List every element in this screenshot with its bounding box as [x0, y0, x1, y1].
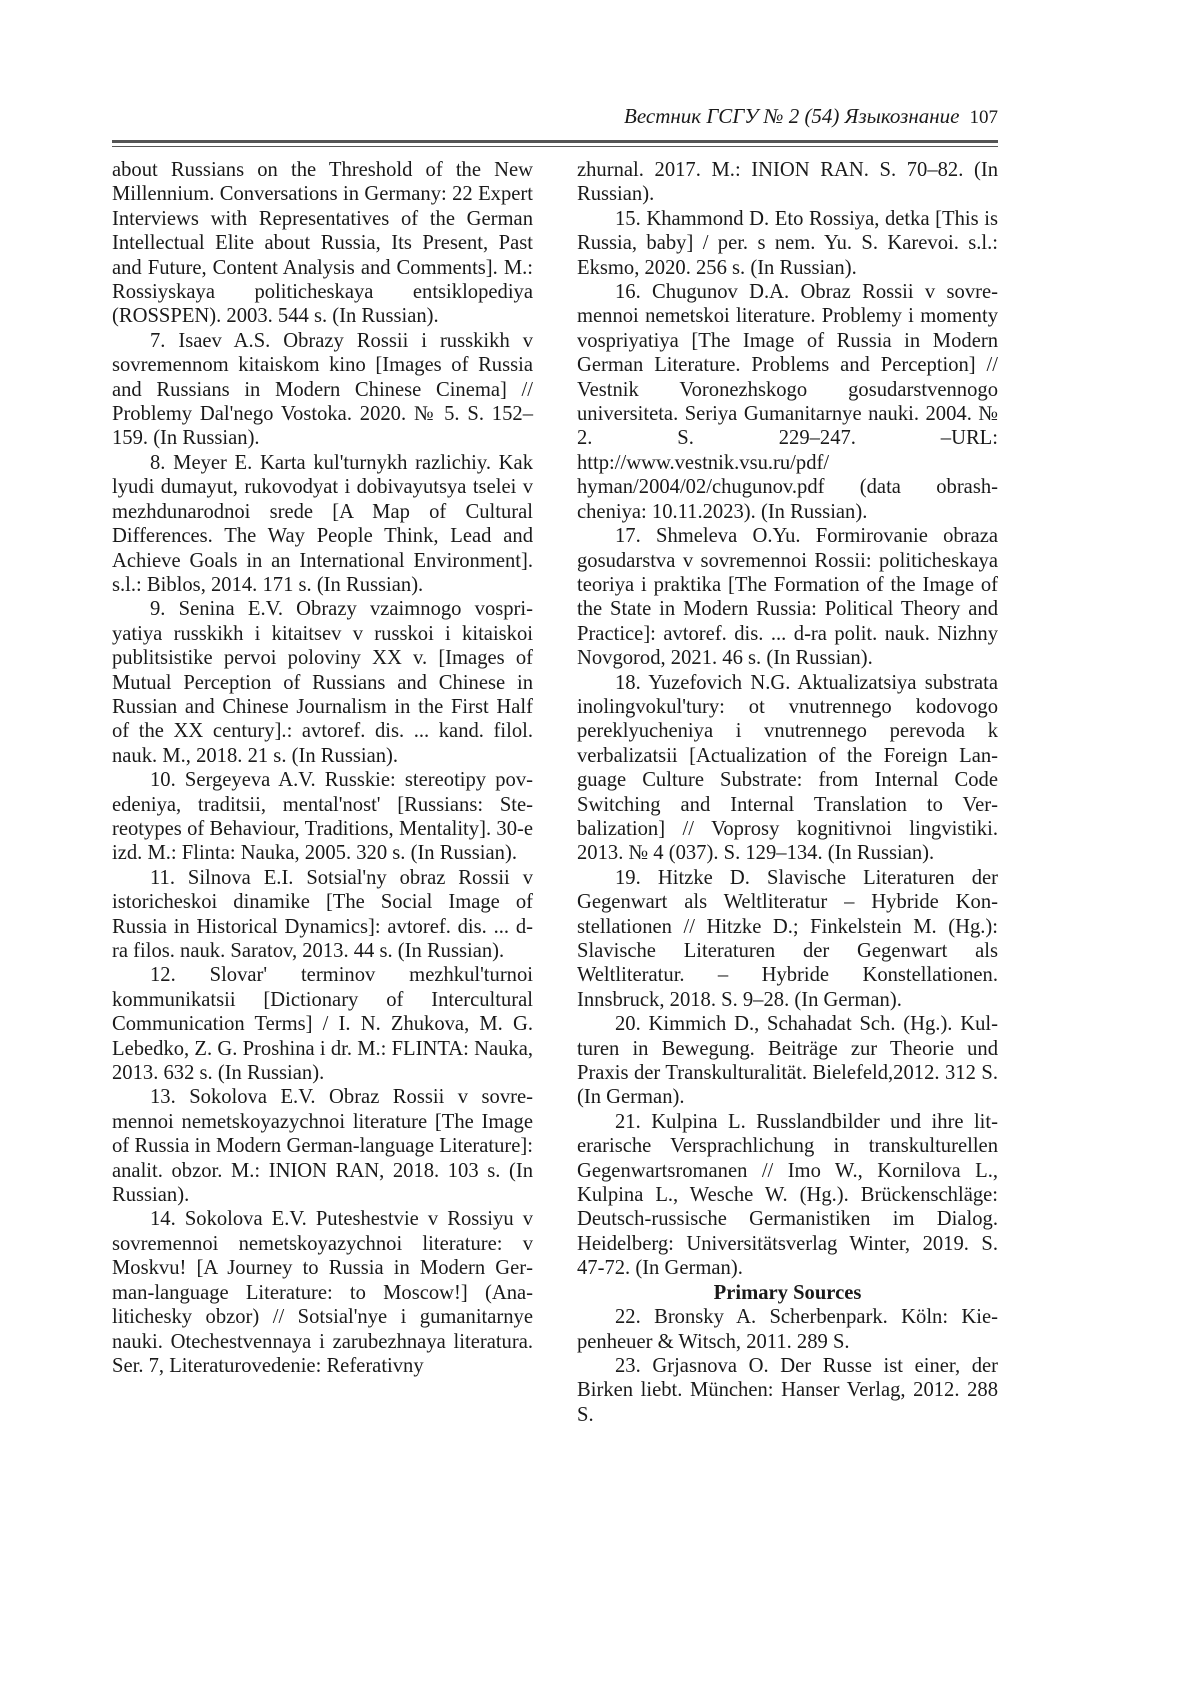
- journal-title: Вестник ГСГУ № 2 (54) Языкознание: [624, 104, 959, 128]
- reference-item: 7. Isaev A.S. Obrazy Rossii i russkikh v sovremennom kitaiskom kino [Images of Rus­sia and Russians in Modern Chinese Cinema] // Problemy Dal'nego Vostoka. 2020. № 5. S. 152–159. (In Russian).: [112, 329, 533, 451]
- reference-item: 20. Kimmich D., Schahadat Sch. (Hg.). Kul­turen in Bewegung. Beiträge zur Theorie und Praxis der Transkulturalität. Bielefeld,2012. 312 S. (In German).: [577, 1012, 998, 1110]
- reference-item: 14. Sokolova E.V. Puteshestvie v Rossiyu v sovremennoi nemetskoyazychnoi literature: v Moskvu! [A Journey to Russia in Modern Ger­man-language Literature: to Moscow!] (Ana­litichesky obzor) // Sotsial'nye i gumanitarnye nauki. Otechestvennaya i zarubezhnaya liter­atura. Ser. 7, Literaturovedenie: Referativny: [112, 1207, 533, 1378]
- reference-item: 17. Shmeleva O.Yu. Formirovanie obraza gosudarstva v sovremennoi Rossii: politich­eskaya teoriya i praktika [The Formation of the Image of the State in Modern Russia: Political Theory and Practice]: avtoref. dis. ... d-ra polit. nauk. Nizhny Novgorod, 2021. 46 s. (In Rus­sian).: [577, 524, 998, 670]
- reference-item: 13. Sokolova E.V. Obraz Rossii v sovre­mennoi nemetskoyazychnoi literature [The Image of Russia in Modern German-language Literature]: analit. obzor. M.: INION RAN, 2018. 103 s. (In Russian).: [112, 1085, 533, 1207]
- reference-item: 23. Grjasnova O. Der Russe ist einer, der Birken liebt. München: Hanser Verlag, 2012. 288 S.: [577, 1354, 998, 1427]
- reference-item: 12. Slovar' terminov mezhkul'turnoi kommunikatsii [Dictionary of Intercultural Communication Terms] / I. N. Zhukova, M. G. Lebedko, Z. G. Proshina i dr. M.: FLINTA: Nauka, 2013. 632 s. (In Russian).: [112, 963, 533, 1085]
- reference-item: 21. Kulpina L. Russlandbilder und ihre lit­erarische Versprachlichung in transkulturellen Gegenwartsromanen // Imo W., Kornilova L., Kulpina L., Wesche W. (Hg.). Brückenschläge: Deutsch-russische Germanistiken im Dialog. Heidelberg: Universitätsverlag Winter, 2019. S. 47-72. (In German).: [577, 1110, 998, 1281]
- reference-continuation: zhurnal. 2017. M.: INION RAN. S. 70–82. (In Russian).: [577, 158, 998, 207]
- reference-item: 15. Khammond D. Eto Rossiya, detka [This is Russia, baby] / per. s nem. Yu. S. Karevoi. s.l.: Eksmo, 2020. 256 s. (In Russian).: [577, 207, 998, 280]
- reference-item: 10. Sergeyeva A.V. Russkie: stereotipy pov­edeniya, traditsii, mental'nost' [Russians: Ste­reotypes of Behaviour, Traditions, Mentality]. 30-e izd. M.: Flinta: Nauka, 2005. 320 s. (In Russian).: [112, 768, 533, 866]
- reference-continuation: about Russians on the Threshold of the New Millennium. Conversations in Germany: 22 Expert Interviews with Representatives of the German Intellectual Elite about Russia, Its Present, Past and Future, Content Analysis and Comments]. M.: Rossiyskaya politicheskaya entsiklopediya (ROSSPEN). 2003. 544 s. (In Russian).: [112, 158, 533, 329]
- reference-item: 11. Silnova E.I. Sotsial'ny obraz Rossii v istoricheskoi dinamike [The Social Image of Russia in Historical Dynamics]: avtoref. dis. ... d-ra filos. nauk. Saratov, 2013. 44 s. (In Rus­sian).: [112, 866, 533, 964]
- reference-item: 22. Bronsky A. Scherbenpark. Köln: Kie­penheuer & Witsch, 2011. 289 S.: [577, 1305, 998, 1354]
- reference-item: 9. Senina E.V. Obrazy vzaimnogo vospri­yatiya russkikh i kitaitsev v russkoi i kitaiskoi publitsistike pervoi poloviny XX v. [Images of Mutual Perception of Russians and Chinese in Russian and Chinese Journalism in the First Half of the XX century].: avtoref. dis. ... kand. filol. nauk. M., 2018. 21 s. (In Russian).: [112, 597, 533, 768]
- reference-item: 18. Yuzefovich N.G. Aktualizatsiya substra­ta inolingvokul'tury: ot vnutrennego kodovogo pereklyucheniya i vnutrennego perevoda k verbalizatsii [Actualization of the Foreign Lan­guage Culture Substrate: from Internal Code Switching and Internal Translation to Ver­balization] // Voprosy kognitivnoi lingvistiki. 2013. № 4 (037). S. 129–134. (In Russian).: [577, 671, 998, 866]
- running-header: [112, 104, 998, 129]
- page-number: 107: [970, 107, 999, 128]
- reference-item: 19. Hitzke D. Slavische Literaturen der Gegenwart als Weltliteratur – Hybride Kon­stellationen // Hitzke D.; Finkelstein M. (Hg.): Slavische Literaturen der Gegenwart als Weltliteratur. – Hybride Konstellationen. Innsbruck, 2018. S. 9–28. (In German).: [577, 866, 998, 1012]
- section-heading-primary-sources: Primary Sources: [577, 1281, 998, 1305]
- right-column: [577, 158, 998, 1427]
- reference-item: 8. Meyer E. Karta kul'turnykh razlichiy. Kak lyudi dumayut, rukovodyat i dobivayutsya tselei v mezhdunarodnoi srede [A Map of Cul­tural Differences. The Way People Think, Lead and Achieve Goals in an International Envi­ronment]. s.l.: Biblos, 2014. 171 s. (In Russian).: [112, 451, 533, 597]
- header-rule: [112, 140, 998, 147]
- reference-item: 16. Chugunov D.A. Obraz Rossii v sovre­mennoi nemetskoi literature. Problemy i momenty vospriyatiya [The Image of Russia in Modern German Literature. Problems and Perception] // Vestnik Voronezhskogo gosudarstvennogo universiteta. Seriya Gu­manitarnye nauki. 2004. № 2. S. 229–247. –URL: http://www.vestnik.vsu.ru/pdf/ hyman/2004/02/chugunov.pdf (data obrash­cheniya: 10.11.2023). (In Russian).: [577, 280, 998, 524]
- left-column: [112, 158, 533, 1378]
